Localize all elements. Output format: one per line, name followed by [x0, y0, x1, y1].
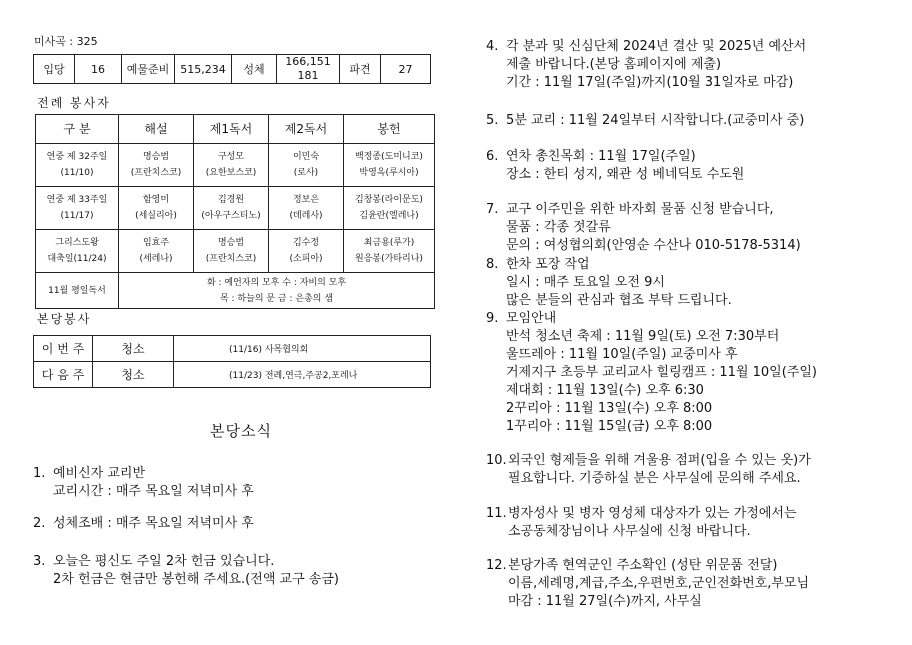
servers-table: [35, 114, 435, 309]
service-title: 본당봉사: [37, 312, 92, 326]
header-category: 구 분: [36, 115, 119, 144]
row-offering: 백정종(도미니코) 박영옥(루시아): [344, 144, 435, 187]
row-reading1: 명승범 (프란치스코): [194, 230, 269, 273]
service-task: 청소: [93, 362, 174, 388]
psalm-schedule: 화 : 예언자의 모후 수 : 자비의 모후 목 : 하늘의 문 금 : 은총의 샘: [119, 273, 435, 309]
servers-title: 전례 봉사자: [37, 96, 111, 110]
table-row: [36, 187, 435, 230]
row-date: 연중 제 32주일 (11/10): [36, 144, 119, 187]
row-offering: 김창봉(라이문도) 김윤란(엘레나): [344, 187, 435, 230]
table-row: [34, 362, 431, 388]
service-week-label: 다 음 주: [34, 362, 93, 388]
communion-value-1: 166,151: [285, 55, 331, 68]
header-reading2: 제2독서: [269, 115, 344, 144]
header-commentary: 해설: [119, 115, 194, 144]
row-commentary: 함영미 (세실리아): [119, 187, 194, 230]
dismissal-label: 파견: [340, 55, 381, 84]
row-date: 연중 제 33주일 (11/17): [36, 187, 119, 230]
hymn-table: [33, 54, 431, 84]
news-list-right: 4. 각 분과 및 신심단체 2024년 결산 및 2025년 예산서 제출 바랍니다.(본당 홈페이지에 제출) 기간 : 11월 17일(주일)까지(10월 31일자로 마감) 5. 5분 교리 : 11월 24일부터 시작합니다.(교중미사 중) 6. 연차 총친목회 : 11월 17일(주일) 장소 : 한티 성지, 왜관 성 베네딕토 수도원 7. 교구 이주민을 위한 바자회 물품 신청 받습니다, 물품 : 각종 젓갈류 문의 : 여성협의회(안영순 수산나 010-5178-5314) 8. 한차 포장 작업 일시 : 매주 토요일 오전 9시 많은 분들의 관심과 협조 부탁 드립니다. 9. 모임안내 반석 청소년 축제 : 11월 9일(토) 오전 7:30부터 울뜨레아 : 11월 10일(주일) 교중미사 후 거제지구 초등부 교리교사 힐링캠프 : 11월 10일(주일) 제대회 : 11월 13일(수) 오후 6:30 2꾸리아 : 11월 13일(수) 오후 8:00 1꾸리아 : 11월 15일(금) 오후 8:00 10. 외국인 형제들을 위해 겨울용 점퍼(입을 수 있는 옷)가 필요합니다. 기증하실 분은 사무실에 문의해 주세요. 11. 병자성사 및 병자 영성체 대상자가 있는 가정에서는 소공동체장님이나 사무실에 신청 바랍니다. 12. 본당가족 현역군인 주소확인 (성탄 위문품 전달) 이름,세례명,계급,주소,우편번호,군인전화번호,부모님 마감 : 11월 27일(수)까지, 사무실: [486, 39, 818, 609]
header-offering: 봉헌: [344, 115, 435, 144]
row-reading2: 김수정 (소피아): [269, 230, 344, 273]
service-table: [33, 335, 431, 388]
psalm-label: 11월 평일독서: [36, 273, 119, 309]
row-reading2: 이민숙 (로사): [269, 144, 344, 187]
row-reading2: 정보은 (데레사): [269, 187, 344, 230]
table-row: [36, 144, 435, 187]
row-offering: 최금용(루가) 원응봉(가타리나): [344, 230, 435, 273]
entrance-value: 16: [75, 55, 122, 84]
offertory-value: 515,234: [175, 55, 232, 84]
service-task: 청소: [93, 336, 174, 362]
dismissal-value: 27: [381, 55, 431, 84]
table-row: [34, 336, 431, 362]
entrance-label: 입당: [34, 55, 75, 84]
news-title: 본당소식: [210, 422, 272, 440]
table-row: [36, 273, 435, 309]
row-commentary: 명승범 (프란치스코): [119, 144, 194, 187]
communion-label: 성체: [232, 55, 277, 84]
communion-value: [277, 55, 340, 84]
header-reading1: 제1독서: [194, 115, 269, 144]
row-reading1: 김경원 (아우구스티노): [194, 187, 269, 230]
offertory-label: 예물준비: [122, 55, 175, 84]
table-row: [36, 230, 435, 273]
row-date: 그리스도왕 대축일(11/24): [36, 230, 119, 273]
service-note: (11/23) 전례,연극,주공2,포레나: [174, 362, 431, 388]
hymn-number: 미사곡 : 325: [34, 35, 98, 48]
service-note: (11/16) 사목협의회: [174, 336, 431, 362]
news-list-left: 1. 예비신자 교리반 교리시간 : 매주 목요일 저녁미사 후 2. 성체조배 : 매주 목요일 저녁미사 후 3. 오늘은 평신도 주일 2차 헌금 있습니다. 2차 헌금은 현금만 봉헌해 주세요.(전액 교구 송금): [33, 466, 339, 587]
row-reading1: 구성모 (요한보스코): [194, 144, 269, 187]
service-week-label: 이 번 주: [34, 336, 93, 362]
communion-value-2: 181: [297, 69, 319, 82]
row-commentary: 임효주 (세레나): [119, 230, 194, 273]
